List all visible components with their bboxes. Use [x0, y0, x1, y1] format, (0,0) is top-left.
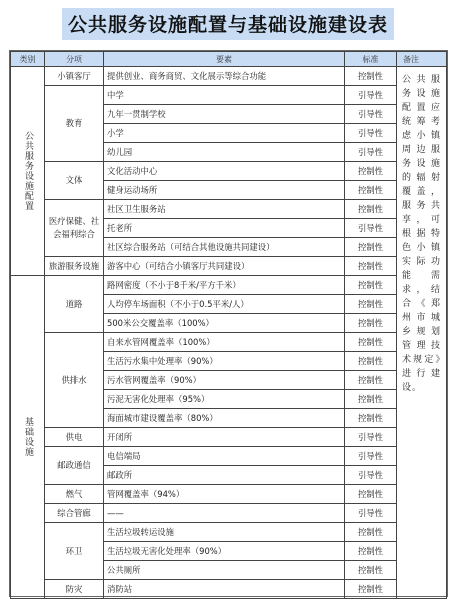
standard-cell: 引导性: [345, 466, 397, 485]
requirement-cell: 生活垃圾转运设施: [104, 523, 345, 542]
item-cell: 邮政通信: [45, 447, 104, 485]
header-note-text: 备注: [400, 55, 422, 64]
requirement-cell: 健身运动场所: [104, 181, 345, 200]
requirement-cell: 文化活动中心: [104, 162, 345, 181]
standard-cell: 引导性: [345, 105, 397, 124]
standard-cell: 控制性: [345, 162, 397, 181]
standard-cell: 控制性: [345, 561, 397, 580]
page-title: 公共服务设施配置与基础设施建设表: [62, 8, 394, 40]
standard-cell: 控制性: [345, 295, 397, 314]
header-requirement: 要素: [104, 52, 345, 67]
item-cell: 综合管廊: [45, 504, 104, 523]
table-row: [11, 200, 447, 219]
item-cell: 环卫: [45, 523, 104, 580]
table-row: [11, 67, 447, 86]
table-row: [11, 523, 447, 542]
table-row: [11, 485, 447, 504]
table-body: [11, 67, 447, 599]
item-cell: 小镇客厅: [45, 67, 104, 86]
requirement-cell: 小学: [104, 124, 345, 143]
standard-cell: 引导性: [345, 447, 397, 466]
standard-cell: 控制性: [345, 67, 397, 86]
category-cell: [11, 276, 45, 599]
standard-cell: 控制性: [345, 390, 397, 409]
category-cell: [11, 67, 45, 276]
standard-cell: 引导性: [345, 124, 397, 143]
standard-cell: 控制性: [345, 485, 397, 504]
header-category: 类别: [11, 52, 45, 67]
item-cell: 供排水: [45, 333, 104, 428]
table-row: [11, 428, 447, 447]
requirement-cell: 中学: [104, 86, 345, 105]
requirement-cell: 人均停车场面积（不小于0.5平米/人）: [104, 295, 345, 314]
standard-cell: 控制性: [345, 409, 397, 428]
standard-cell: 引导性: [345, 428, 397, 447]
requirement-cell: 电信端局: [104, 447, 345, 466]
requirement-cell: 生活垃圾无害化处理率（90%）: [104, 542, 345, 561]
requirement-cell: 社区综合服务站（可结合其他设施共同建设）: [104, 238, 345, 257]
category-label: 基础设施: [23, 417, 33, 457]
item-cell: 医疗保健、社会福利综合: [45, 200, 104, 257]
requirement-cell: 幼儿园: [104, 143, 345, 162]
standard-cell: 控制性: [345, 276, 397, 295]
standard-cell: 控制性: [345, 181, 397, 200]
standard-cell: 控制性: [345, 371, 397, 390]
table-row: [11, 333, 447, 352]
requirement-cell: 污泥无害化处理率（95%）: [104, 390, 345, 409]
item-cell: 防灾: [45, 580, 104, 599]
table-row: [11, 580, 447, 599]
facility-table: [10, 51, 447, 599]
requirement-cell: ——: [104, 504, 345, 523]
item-cell: 道路: [45, 276, 104, 333]
standard-cell: 控制性: [345, 333, 397, 352]
note-cell: 公共服务设施配置应统筹考虑小镇周边服务设施的辐射覆盖，服务共享，可根据特色小镇实际功能需求，结合《郑州市城乡规划管理技术规定》进行建设。: [397, 67, 447, 599]
item-cell: 教育: [45, 86, 104, 162]
requirement-cell: 开闭所: [104, 428, 345, 447]
standard-cell: 引导性: [345, 143, 397, 162]
standard-cell: 控制性: [345, 542, 397, 561]
table-row: [11, 257, 447, 276]
item-cell: 文体: [45, 162, 104, 200]
requirement-cell: 路网密度（不小于8千米/平方千米）: [104, 276, 345, 295]
requirement-cell: 海面城市建设覆盖率（80%）: [104, 409, 345, 428]
requirement-cell: 生活污水集中处理率（90%）: [104, 352, 345, 371]
standard-cell: 控制性: [345, 314, 397, 333]
table-row: [11, 86, 447, 105]
standard-cell: 控制性: [345, 580, 397, 599]
standard-cell: 引导性: [345, 86, 397, 105]
item-cell: 旅游服务设施: [45, 257, 104, 276]
item-cell: 燃气: [45, 485, 104, 504]
standard-cell: 控制性: [345, 200, 397, 219]
standard-cell: 控制性: [345, 523, 397, 542]
requirement-cell: 游客中心（可结合小镇客厅共同建设）: [104, 257, 345, 276]
item-cell: 供电: [45, 428, 104, 447]
requirement-cell: 社区卫生服务站: [104, 200, 345, 219]
header-note: [397, 52, 447, 67]
requirement-cell: 污水管网覆盖率（90%）: [104, 371, 345, 390]
header-standard: 标准: [345, 52, 397, 67]
standard-cell: 控制性: [345, 352, 397, 371]
table-header-row: [11, 52, 447, 67]
requirement-cell: 自来水管网覆盖率（100%）: [104, 333, 345, 352]
standard-cell: 引导性: [345, 219, 397, 238]
header-item: 分项: [45, 52, 104, 67]
table-row: [11, 162, 447, 181]
requirement-cell: 提供创业、商务商贸、文化展示等综合功能: [104, 67, 345, 86]
table-row: [11, 447, 447, 466]
category-label: 公共服务设施配置: [23, 131, 33, 211]
table-row: [11, 504, 447, 523]
standard-cell: 引导性: [345, 504, 397, 523]
requirement-cell: 公共厕所: [104, 561, 345, 580]
requirement-cell: 消防站: [104, 580, 345, 599]
requirement-cell: 邮政所: [104, 466, 345, 485]
standard-cell: 控制性: [345, 238, 397, 257]
requirement-cell: 管网覆盖率（94%）: [104, 485, 345, 504]
title-area: [0, 0, 456, 40]
requirement-cell: 九年一贯制学校: [104, 105, 345, 124]
standard-cell: 控制性: [345, 257, 397, 276]
requirement-cell: 500米公交覆盖率（100%）: [104, 314, 345, 333]
requirement-cell: 托老所: [104, 219, 345, 238]
table-row: [11, 276, 447, 295]
